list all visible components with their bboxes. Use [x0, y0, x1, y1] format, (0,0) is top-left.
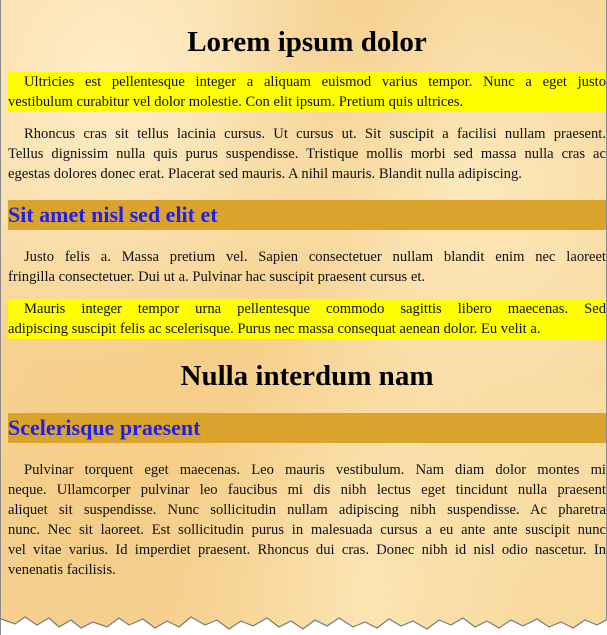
text-line: adipiscing suscipit felis ac scelerisque. Purus nec massa consequat aenean dolor. Eu velit a. — [8, 321, 541, 337]
text-line: neque. Ullamcorper pulvinar leo faucibus mi dis nibh lectus eget tincidunt nulla praesent — [8, 482, 606, 498]
torn-paper-edge — [1, 605, 607, 635]
section-heading-2: Nulla interdum nam — [180, 360, 434, 392]
section-heading-1: Lorem ipsum dolor — [187, 26, 427, 58]
paragraph-5 — [8, 460, 606, 580]
document-content — [8, 0, 606, 580]
text-line: vel vitae varius. Id imperdiet praesent. Rhoncus dui cras. Donec nibh id nisl odio nascetur. In — [8, 542, 606, 558]
highlighted-paragraph-1 — [8, 72, 606, 112]
paragraph-3 — [8, 247, 606, 287]
text-line: Pulvinar torquent eget maecenas. Leo mauris vestibulum. Nam diam dolor montes mi — [24, 462, 606, 478]
subsection-heading-2: Scelerisque praesent — [8, 413, 606, 443]
text-line: egestas dolores donec erat. Placerat sed mauris. A nihil mauris. Blandit nulla adipiscing. — [8, 166, 522, 182]
text-line: fringilla consectetuer. Dui ut a. Pulvinar hac suscipit praesent cursus et. — [8, 269, 426, 285]
text-line: Ultricies est pellentesque integer a aliquam euismod varius tempor. Nunc a eget justo — [24, 74, 606, 90]
text-line: Justo felis a. Massa pretium vel. Sapien consectetuer nullam blandit enim nec laoreet — [24, 249, 606, 265]
text-line: Mauris integer tempor urna pellentesque commodo sagittis libero maecenas. Sed — [24, 301, 606, 317]
text-line: Rhoncus cras sit tellus lacinia cursus. Ut cursus ut. Sit suscipit a facilisi nullam praesent. — [24, 126, 606, 142]
text-line: aliquet sit suspendisse. Nunc sollicitudin nullam adipiscing nibh suspendisse. Ac pharetra — [8, 502, 606, 518]
subsection-heading-1: Sit amet nisl sed elit et — [8, 200, 606, 230]
text-line: venenatis facilisis. — [8, 562, 116, 578]
highlighted-paragraph-4 — [8, 299, 606, 339]
paragraph-2 — [8, 124, 606, 184]
text-line: vestibulum curabitur vel dolor molestie. Con elit ipsum. Pretium quis ultrices. — [8, 94, 464, 110]
text-line: Tellus dignissim nulla quis purus suspendisse. Tristique mollis morbi sed massa nulla cras ac — [8, 146, 606, 162]
text-line: nunc. Nec sit laoreet. Est sollicitudin purus in malesuada cursus a eu ante ante suscipit nunc — [8, 522, 606, 538]
